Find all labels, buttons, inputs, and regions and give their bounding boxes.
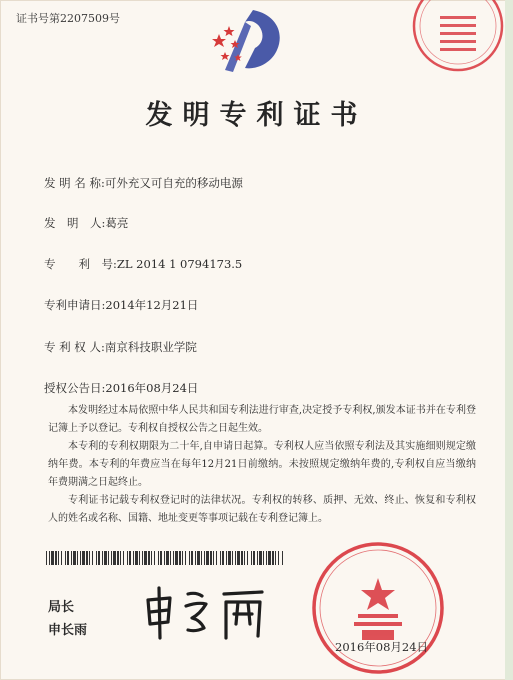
field-grant-date bbox=[44, 380, 198, 396]
patentee-label: 专 利 权 人: bbox=[44, 340, 105, 354]
field-filing-date bbox=[44, 297, 198, 313]
body-paragraph-2: 本专利的专利权期限为二十年,自申请日起算。专利权人应当依照专利法及其实施细则规定缴纳年费。本专利的年费应当在每年12月21日前缴纳。未按照规定缴纳年费的,专利权自应当缴纳年费期满之日起终止。 bbox=[48, 441, 476, 488]
patent-number-label: 专 利 号: bbox=[44, 257, 117, 271]
field-invention-name bbox=[44, 175, 243, 191]
field-inventor bbox=[44, 215, 128, 231]
director-signature bbox=[140, 580, 270, 642]
sipo-logo-icon bbox=[205, 6, 295, 76]
certificate-number: 证书号第2207509号 bbox=[16, 12, 120, 25]
patent-number-value: ZL 2014 1 0794173.5 bbox=[116, 257, 243, 271]
barcode bbox=[46, 551, 286, 565]
body-paragraph-3: 专利证书记载专利权登记时的法律状况。专利权的转移、质押、无效、终止、恢复和专利权人的姓名或名称、国籍、地址变更等事项记载在专利登记簿上。 bbox=[48, 495, 476, 524]
field-patentee bbox=[44, 339, 197, 355]
grant-date-label: 授权公告日: bbox=[44, 381, 106, 395]
inventor-value: 葛亮 bbox=[105, 216, 129, 230]
national-ip-office-seal-icon bbox=[308, 538, 448, 678]
director-name: 申长雨 bbox=[48, 623, 88, 638]
invention-name-label: 发 明 名 称: bbox=[44, 176, 105, 190]
field-patent-number bbox=[44, 256, 242, 272]
seal-date: 2016年08月24日 bbox=[335, 640, 429, 654]
certificate-title: 发明专利证书 bbox=[145, 100, 368, 131]
invention-name-value: 可外充又可自充的移动电源 bbox=[104, 176, 243, 190]
filing-date-value: 2014年12月21日 bbox=[105, 298, 199, 312]
inventor-label: 发 明 人: bbox=[44, 216, 106, 230]
filing-date-label: 专利申请日: bbox=[44, 298, 106, 312]
patentee-value: 南京科技职业学院 bbox=[104, 340, 197, 354]
agency-seal-icon bbox=[410, 0, 506, 74]
grant-date-value: 2016年08月24日 bbox=[105, 381, 199, 395]
director-title: 局长 bbox=[48, 600, 75, 615]
body-paragraph-1: 本发明经过本局依照中华人民共和国专利法进行审查,决定授予专利权,颁发本证书并在专利登记簿上予以登记。专利权自授权公告之日起生效。 bbox=[48, 405, 476, 434]
